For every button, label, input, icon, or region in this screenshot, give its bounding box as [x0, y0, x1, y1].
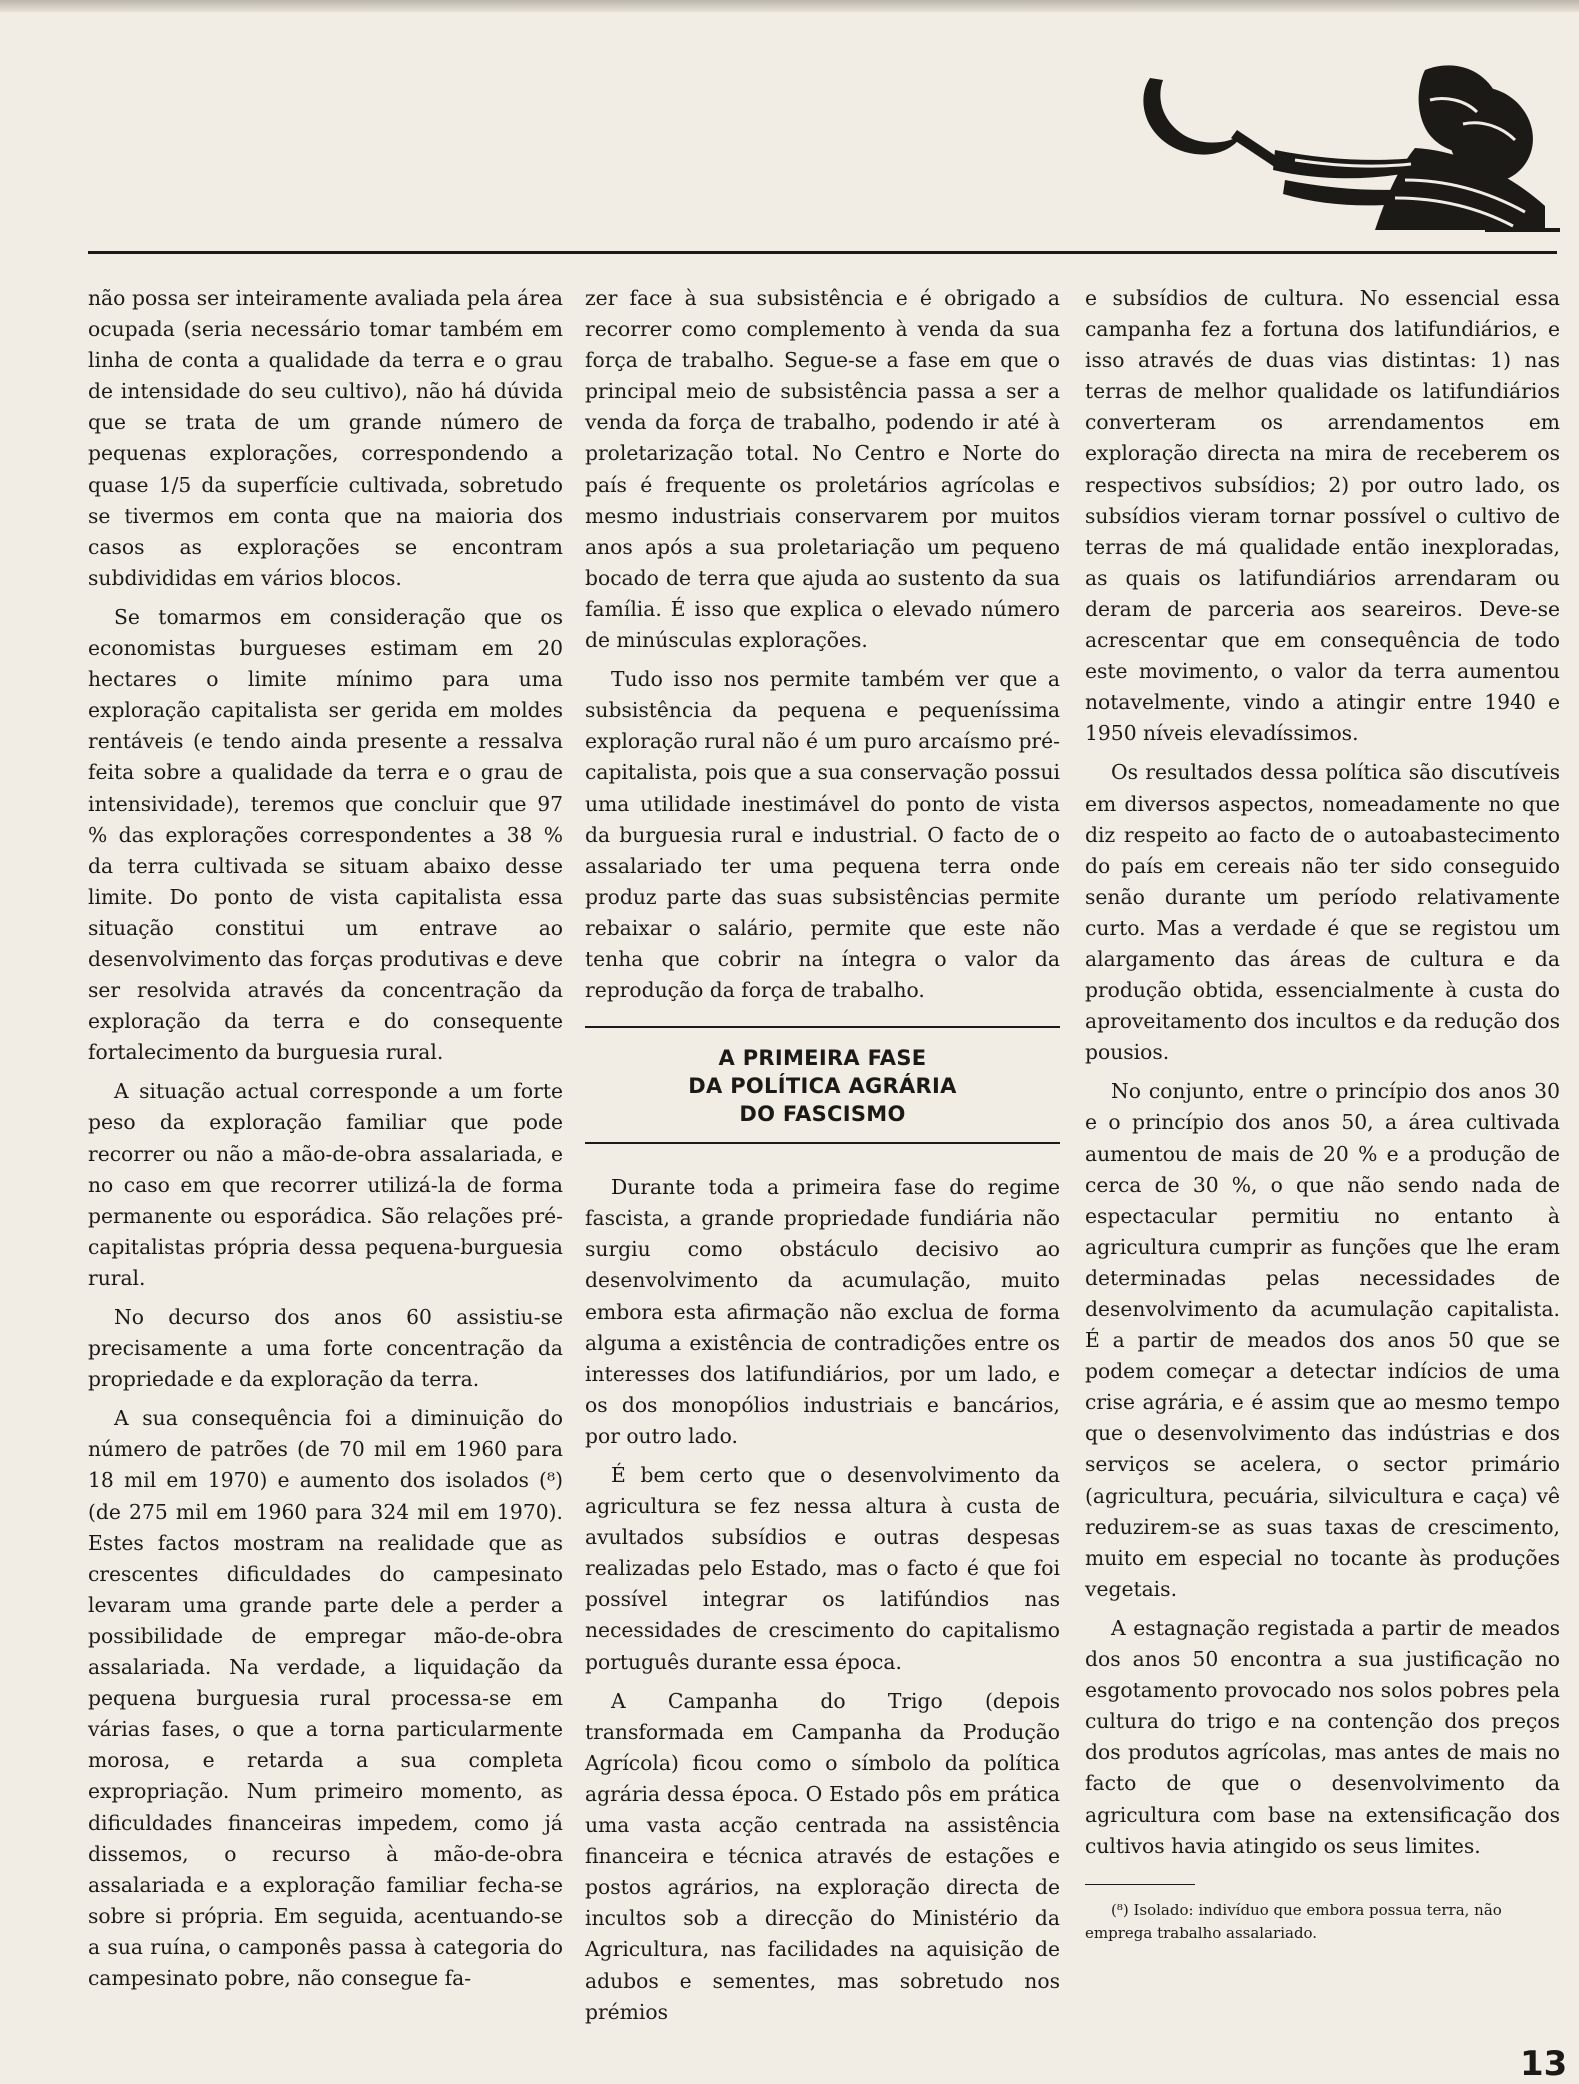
section-heading-line: DO FASCISMO: [739, 1102, 906, 1127]
paragraph: Tudo isso nos permite também ver que a subsistência da pequena e pequeníssima exploração rural não é um puro arcaísmo pré-capitalista, pois que a sua conservação possui uma utilidade inestimável do ponto de vista da burguesia rural e industrial. O facto de o assalariado ter uma pequena terra onde produz parte das suas subsistências permite rebaixar o salário, permite que este não tenha que cobrir na íntegra o valor da reprodução da força de trabalho.: [585, 667, 1060, 1003]
column-3: [1085, 283, 1560, 1953]
paragraph: A situação actual corresponde a um forte peso da exploração familiar que pode recorrer ou não a mão-de-obra assalariada, e no caso em que recorrer utilizá-la de forma permanente ou esporádica. São relações pré-capitalistas própria dessa pequena-burguesia rural.: [88, 1079, 563, 1290]
paragraph: No decurso dos anos 60 assistiu-se precisamente a uma forte concentração da propriedade e da exploração da terra.: [88, 1305, 563, 1392]
header-rule: [88, 251, 1557, 254]
paragraph: A Campanha do Trigo (depois transformada em Campanha da Produção Agrícola) ficou como o símbolo da política agrária dessa época. O Estado pôs em prática uma vasta acção centrada na assistência financeira e técnica através de estações e postos agrários, na exploração directa de incultos sob a direcção do Ministério da Agricultura, nas facilidades na aquisição de adubos e sementes, mas sobretudo nos prémios: [585, 1688, 1060, 2024]
section-heading-line: A PRIMEIRA FASE: [718, 1046, 927, 1071]
paragraph: A sua consequência foi a diminuição do número de patrões (de 70 mil em 1960 para 18 mil em 1970) e aumento dos isolados (⁸) (de 275 mil em 1960 para 324 mil em 1970). Estes factos mostram na realidade que as crescentes dificuldades do campesinato levaram uma grande parte dele a perder a possibilidade de empregar mão-de-obra assalariada. Na verdade, a liquidação da pequena burguesia rural processa-se em várias fases, o que a torna particularmente morosa, e retarda a sua completa expropriação. Num primeiro momento, as dificuldades financeiras impedem, como já dissemos, o recurso à mão-de-obra assalariada e a exploração familiar fecha-se sobre si própria. Em seguida, acentuando-se a sua ruína, o camponês passa à categoria do campesinato pobre, não consegue fa-: [88, 1406, 563, 1990]
paragraph: Se tomarmos em consideração que os economistas burgueses estimam em 20 hectares o limite mínimo para uma exploração capitalista ser gerida em moldes rentáveis (e tendo ainda presente a ressalva feita sobre a qualidade da terra e o grau de intensividade), teremos que concluir que 97 % das explorações correspondentes a 38 % da terra cultivada se situam abaixo desse limite. Do ponto de vista capitalista essa situação constitui um entrave ao desenvolvimento das forças produtivas e deve ser resolvida através da concentração da exploração da terra e do consequente fortalecimento da burguesia rural.: [88, 604, 563, 1065]
scan-edge: [0, 0, 1579, 12]
paragraph: não possa ser inteiramente avaliada pela área ocupada (seria necessário tomar também em linha de conta a qualidade da terra e o grau de intensidade do seu cultivo), não há dúvida que se trata de um grande número de pequenas explorações, correspondendo a quase 1/5 da superfície cultivada, sobretudo se tivermos em conta que na maioria dos casos as explorações se encontram subdivididas em vários blocos.: [88, 286, 563, 590]
footnote-rule: [1085, 1884, 1195, 1885]
paragraph: A estagnação registada a partir de meados dos anos 50 encontra a sua justificação no esgotamento provocado nos solos pobres pela cultura do trigo e na contenção dos preços dos produtos agrícolas, mas antes de mais no facto de que o desenvolvimento da agricultura com base na extensificação dos cultivos havia atingido os seus limites.: [1085, 1615, 1560, 1858]
page-number: 13: [1520, 2044, 1568, 2084]
paragraph: Os resultados dessa política são discutíveis em diversos aspectos, nomeadamente no que diz respeito ao facto de o autoabastecimento do país em cereais não ter sido conseguido senão durante um período relativamente curto. Mas a verdade é que se registou um alargamento das áreas de cultura e da produção obtida, essencialmente à custa do aproveitamento dos incultos e da redução dos pousios.: [1085, 760, 1560, 1065]
section-heading: [585, 1026, 1060, 1144]
footnote: (⁸) Isolado: indivíduo que embora possua terra, não emprega trabalho assalariado.: [1085, 1900, 1502, 1942]
paragraph: e subsídios de cultura. No essencial essa campanha fez a fortuna dos latifundiários, e isso através de duas vias distintas: 1) nas terras de melhor qualidade os latifundiários converteram os arrendamentos em exploração directa na mira de receberem os respectivos subsídios; 2) por outro lado, os subsídios vieram tornar possível o cultivo de terras de má qualidade então inexploradas, as quais os latifundiários arrendaram ou deram de parceria aos seareiros. Deve-se acrescentar que em consequência de todo este movimento, o valor da terra aumentou notavelmente, vindo a atingir entre 1940 e 1950 níveis elevadíssimos.: [1085, 286, 1560, 746]
section-heading-line: DA POLÍTICA AGRÁRIA: [688, 1074, 957, 1099]
worker-with-sickle-woodcut-icon: [1125, 30, 1560, 245]
paragraph: zer face à sua subsistência e é obrigado a recorrer como complemento à venda da sua força de trabalho. Segue-se a fase em que o principal meio de subsistência passa a ser a venda da força de trabalho, podendo ir até à proletarização total. No Centro e Norte do país é frequente os proletários agrícolas e mesmo industriais conservarem por muitos anos após a sua proletariação um pequeno bocado de terra que ajuda ao sustento da sua família. É isso que explica o elevado número de minúsculas explorações.: [585, 286, 1060, 653]
paragraph: É bem certo que o desenvolvimento da agricultura se fez nessa altura à custa de avultados subsídios e outras despesas realizadas pelo Estado, mas o facto é que foi possível integrar os latifúndios nas necessidades de crescimento do capitalismo português durante essa época.: [585, 1463, 1060, 1674]
column-2: [585, 283, 1060, 2036]
paragraph: Durante toda a primeira fase do regime fascista, a grande propriedade fundiária não surgiu como obstáculo decisivo ao desenvolvimento da acumulação, muito embora esta afirmação não exclua de forma alguma a existência de contradições entre os interesses dos latifundiários, por um lado, e os dos monopólios industriais e bancários, por outro lado.: [585, 1175, 1060, 1448]
column-1: [88, 283, 563, 2002]
paragraph: No conjunto, entre o princípio dos anos 30 e o princípio dos anos 50, a área cultivada aumentou de mais de 20 % e a produção de cerca de 30 %, o que não sendo nada de espectacular permitiu no entanto à agricultura cumprir as funções que lhe eram determinadas pelas necessidades de desenvolvimento da acumulação capitalista. É a partir de meados dos anos 50 que se podem começar a detectar indícios de uma crise agrária, e é assim que ao mesmo tempo que o desenvolvimento das indústrias e dos serviços se acelera, o sector primário (agricultura, pecuária, silvicultura e caça) vê reduzirem-se as suas taxas de crescimento, muito em especial no tocante às produções vegetais.: [1085, 1079, 1560, 1601]
